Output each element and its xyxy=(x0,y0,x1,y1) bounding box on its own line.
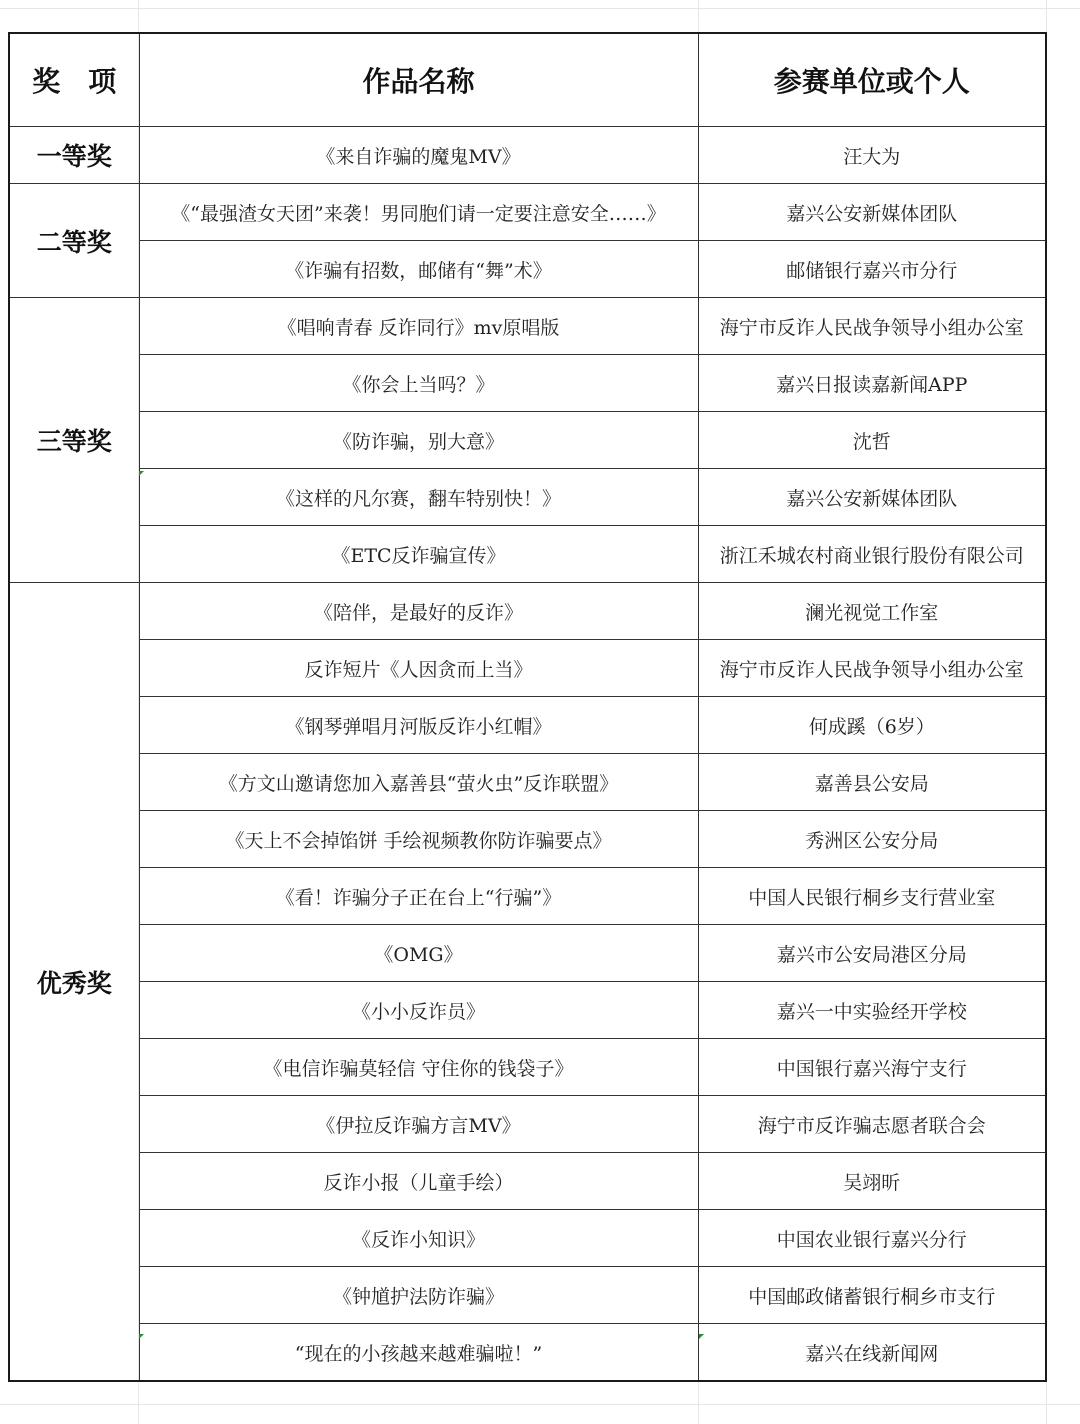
award-level-cell: 一等奖 xyxy=(9,127,139,184)
entrant-cell: 嘉善县公安局 xyxy=(698,754,1046,811)
work-title-cell: 《OMG》 xyxy=(139,925,698,982)
entrant-cell: 沈哲 xyxy=(698,412,1046,469)
table-row xyxy=(9,1039,1046,1096)
table-row xyxy=(9,127,1046,184)
work-title-cell: 《小小反诈员》 xyxy=(139,982,698,1039)
entrant-cell: 秀洲区公安分局 xyxy=(698,811,1046,868)
entrant-cell: 嘉兴在线新闻网 xyxy=(698,1324,1046,1382)
award-level-cell: 三等奖 xyxy=(9,298,139,583)
table-row xyxy=(9,583,1046,640)
work-title-cell: 《来自诈骗的魔鬼MV》 xyxy=(139,127,698,184)
work-title-cell: 反诈短片《人因贪而上当》 xyxy=(139,640,698,697)
work-title-cell: 《伊拉反诈骗方言MV》 xyxy=(139,1096,698,1153)
table-row xyxy=(9,868,1046,925)
table-row xyxy=(9,241,1046,298)
entrant-cell: 中国农业银行嘉兴分行 xyxy=(698,1210,1046,1267)
entrant-cell: 嘉兴市公安局港区分局 xyxy=(698,925,1046,982)
entrant-cell: 中国银行嘉兴海宁支行 xyxy=(698,1039,1046,1096)
work-title-cell: 《反诈小知识》 xyxy=(139,1210,698,1267)
cell-comment-marker xyxy=(139,1334,144,1339)
entrant-cell: 海宁市反诈骗志愿者联合会 xyxy=(698,1096,1046,1153)
gridline xyxy=(0,8,1080,9)
table-row xyxy=(9,1153,1046,1210)
table-row xyxy=(9,412,1046,469)
table-row xyxy=(9,1267,1046,1324)
entrant-cell: 何成蹊（6岁） xyxy=(698,697,1046,754)
table-row xyxy=(9,640,1046,697)
entrant-cell: 嘉兴一中实验经开学校 xyxy=(698,982,1046,1039)
award-level-cell: 优秀奖 xyxy=(9,583,139,1382)
work-title-cell: 《钟馗护法防诈骗》 xyxy=(139,1267,698,1324)
entrant-cell: 邮储银行嘉兴市分行 xyxy=(698,241,1046,298)
awards-table-body xyxy=(9,127,1046,1382)
header-work-title: 作品名称 xyxy=(139,33,698,127)
entrant-cell: 嘉兴公安新媒体团队 xyxy=(698,469,1046,526)
table-row xyxy=(9,469,1046,526)
entrant-cell: 嘉兴公安新媒体团队 xyxy=(698,184,1046,241)
table-row xyxy=(9,925,1046,982)
header-entrant: 参赛单位或个人 xyxy=(698,33,1046,127)
entrant-cell: 海宁市反诈人民战争领导小组办公室 xyxy=(698,640,1046,697)
table-row xyxy=(9,982,1046,1039)
work-title-cell: 《这样的凡尔赛，翻车特别快！》 xyxy=(139,469,698,526)
work-title-cell: 反诈小报（儿童手绘） xyxy=(139,1153,698,1210)
entrant-cell: 吴翊昕 xyxy=(698,1153,1046,1210)
work-title-cell: 《钢琴弹唱月河版反诈小红帽》 xyxy=(139,697,698,754)
entrant-cell: 澜光视觉工作室 xyxy=(698,583,1046,640)
cell-comment-marker xyxy=(139,471,144,476)
gridline xyxy=(0,1404,1080,1405)
work-title-cell: “现在的小孩越来越难骗啦！” xyxy=(139,1324,698,1382)
cell-comment-marker xyxy=(699,1334,704,1339)
work-title-cell: 《防诈骗，别大意》 xyxy=(139,412,698,469)
entrant-cell: 汪大为 xyxy=(698,127,1046,184)
table-row xyxy=(9,298,1046,355)
work-title-cell: 《方文山邀请您加入嘉善县“萤火虫”反诈联盟》 xyxy=(139,754,698,811)
entrant-cell: 嘉兴日报读嘉新闻APP xyxy=(698,355,1046,412)
work-title-cell: 《陪伴，是最好的反诈》 xyxy=(139,583,698,640)
header-award: 奖 项 xyxy=(9,33,139,127)
entrant-cell: 中国人民银行桐乡支行营业室 xyxy=(698,868,1046,925)
work-title-cell: 《“最强渣女天团”来袭！男同胞们请一定要注意安全……》 xyxy=(139,184,698,241)
work-title-cell: 《电信诈骗莫轻信 守住你的钱袋子》 xyxy=(139,1039,698,1096)
awards-table xyxy=(8,32,1047,1382)
entrant-cell: 中国邮政储蓄银行桐乡市支行 xyxy=(698,1267,1046,1324)
table-row xyxy=(9,355,1046,412)
award-level-cell: 二等奖 xyxy=(9,184,139,298)
work-title-cell: 《你会上当吗？》 xyxy=(139,355,698,412)
table-row xyxy=(9,811,1046,868)
work-title-cell: 《天上不会掉馅饼 手绘视频教你防诈骗要点》 xyxy=(139,811,698,868)
entrant-cell: 海宁市反诈人民战争领导小组办公室 xyxy=(698,298,1046,355)
table-row xyxy=(9,1324,1046,1382)
work-title-cell: 《唱响青春 反诈同行》mv原唱版 xyxy=(139,298,698,355)
table-row xyxy=(9,184,1046,241)
table-row xyxy=(9,754,1046,811)
table-row xyxy=(9,526,1046,583)
work-title-cell: 《诈骗有招数，邮储有“舞”术》 xyxy=(139,241,698,298)
work-title-cell: 《看！诈骗分子正在台上“行骗”》 xyxy=(139,868,698,925)
table-row xyxy=(9,697,1046,754)
table-row xyxy=(9,1096,1046,1153)
entrant-cell: 浙江禾城农村商业银行股份有限公司 xyxy=(698,526,1046,583)
table-row xyxy=(9,1210,1046,1267)
work-title-cell: 《ETC反诈骗宣传》 xyxy=(139,526,698,583)
header-row xyxy=(9,33,1046,127)
